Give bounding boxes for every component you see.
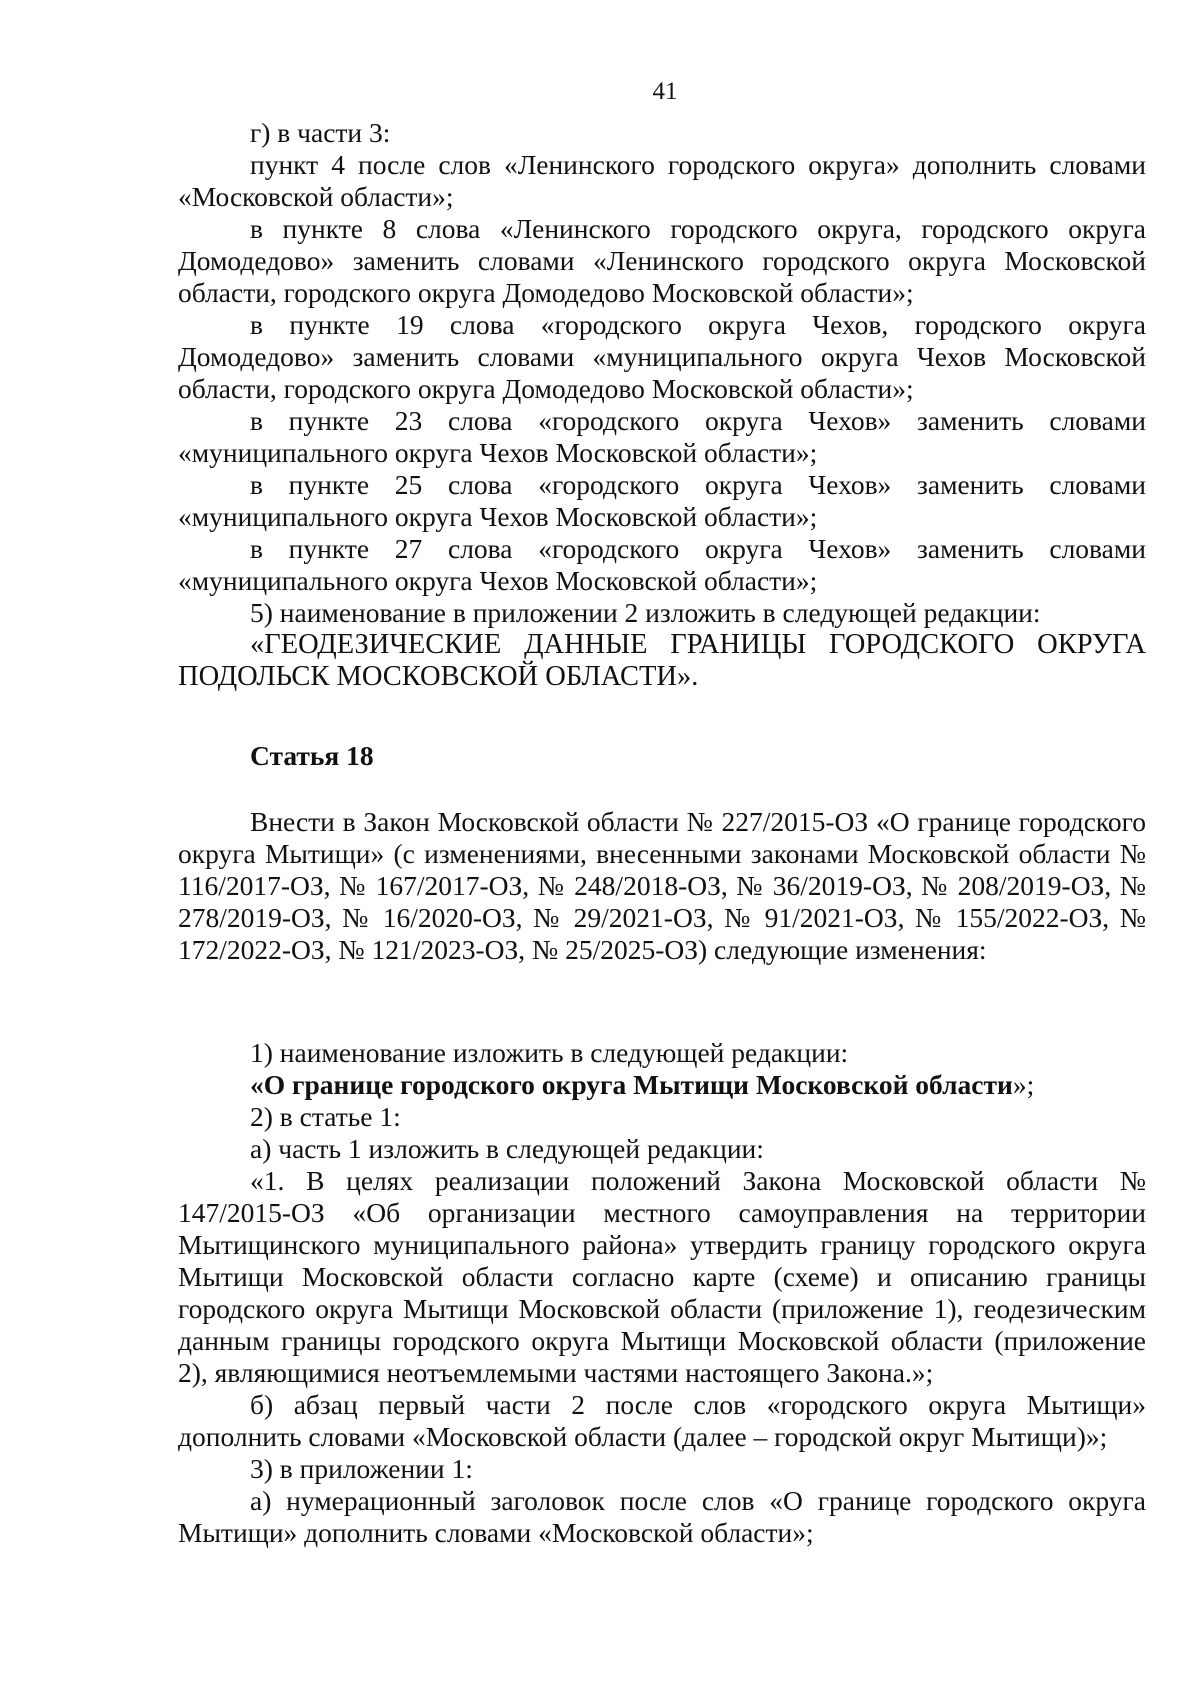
- new-title-tail: »;: [1012, 1069, 1035, 1100]
- paragraph: в пункте 8 слова «Ленинского городского округа, городского округа Домодедово» заменить словами «Ленинского городского округа Московской области, городского округа Домодедово Московской области»;: [178, 213, 1146, 308]
- paragraph: г) в части 3:: [250, 117, 391, 148]
- new-title-bold: «О границе городского округа Мытищи Московской области: [250, 1069, 1013, 1100]
- paragraph: «1. В целях реализации положений Закона Московской области № 147/2015-ОЗ «Об организации местного самоуправления на территории Мытищинского муниципального района» утвердить границу городского округа Мытищи Московской области согласно карте (схеме) и описанию границы городского округа Мытищи Московской области (приложение 1), геодезическим данным границы городского округа Мытищи Московской области (приложение 2), являющимися неотъемлемыми частями настоящего Закона.»;: [178, 1165, 1146, 1388]
- paragraph: 2) в статье 1:: [250, 1101, 401, 1132]
- paragraph: в пункте 19 слова «городского округа Чехов, городского округа Домодедово» заменить словами «муниципального округа Чехов Московской области, городского округа Домодедово Московской области»;: [178, 309, 1146, 404]
- paragraph: в пункте 23 слова «городского округа Чехов» заменить словами «муниципального округа Чехов Московской области»;: [178, 405, 1146, 468]
- paragraph: 5) наименование в приложении 2 изложить в следующей редакции:: [250, 597, 1041, 628]
- new-title-paragraph: [178, 1069, 1146, 1101]
- article-heading: Статья 18: [250, 740, 374, 771]
- article-items-block: [178, 1037, 1146, 1549]
- page-number: 41: [652, 78, 678, 105]
- paragraph: 3) в приложении 1:: [250, 1453, 473, 1484]
- paragraph: а) нумерационный заголовок после слов «О границе городского округа Мытищи» дополнить словами «Московской области»;: [178, 1485, 1146, 1548]
- paragraph: б) абзац первый части 2 после слов «городского округа Мытищи» дополнить словами «Московской области (далее – городской округ Мытищи)»;: [178, 1389, 1146, 1452]
- paragraph: в пункте 27 слова «городского округа Чехов» заменить словами «муниципального округа Чехов Московской области»;: [178, 533, 1146, 596]
- paragraph: а) часть 1 изложить в следующей редакции:: [250, 1133, 764, 1164]
- paragraph-caps-title: «ГЕОДЕЗИЧЕСКИЕ ДАННЫЕ ГРАНИЦЫ ГОРОДСКОГО ОКРУГА ПОДОЛЬСК МОСКОВСКОЙ ОБЛАСТИ».: [178, 629, 1146, 692]
- paragraph: 1) наименование изложить в следующей редакции:: [250, 1037, 849, 1068]
- article-intro: Внести в Закон Московской области № 227/2015-ОЗ «О границе городского округа Мытищи» (с изменениями, внесенными законами Московской области № 116/2017-ОЗ, № 167/2017-ОЗ, № 248/2018-ОЗ, № 36/2019-ОЗ, № 208/2019-ОЗ, № 278/2019-ОЗ, № 16/2020-ОЗ, № 29/2021-ОЗ, № 91/2021-ОЗ, № 155/2022-ОЗ, № 172/2022-ОЗ, № 121/2023-ОЗ, № 25/2025-ОЗ) следующие изменения:: [178, 806, 1146, 965]
- paragraph: пункт 4 после слов «Ленинского городского округа» дополнить словами «Московской области»;: [178, 149, 1146, 212]
- paragraph: в пункте 25 слова «городского округа Чехов» заменить словами «муниципального округа Чехов Московской области»;: [178, 469, 1146, 532]
- article-intro-block: [178, 806, 1146, 966]
- section-amendments: [178, 117, 1146, 693]
